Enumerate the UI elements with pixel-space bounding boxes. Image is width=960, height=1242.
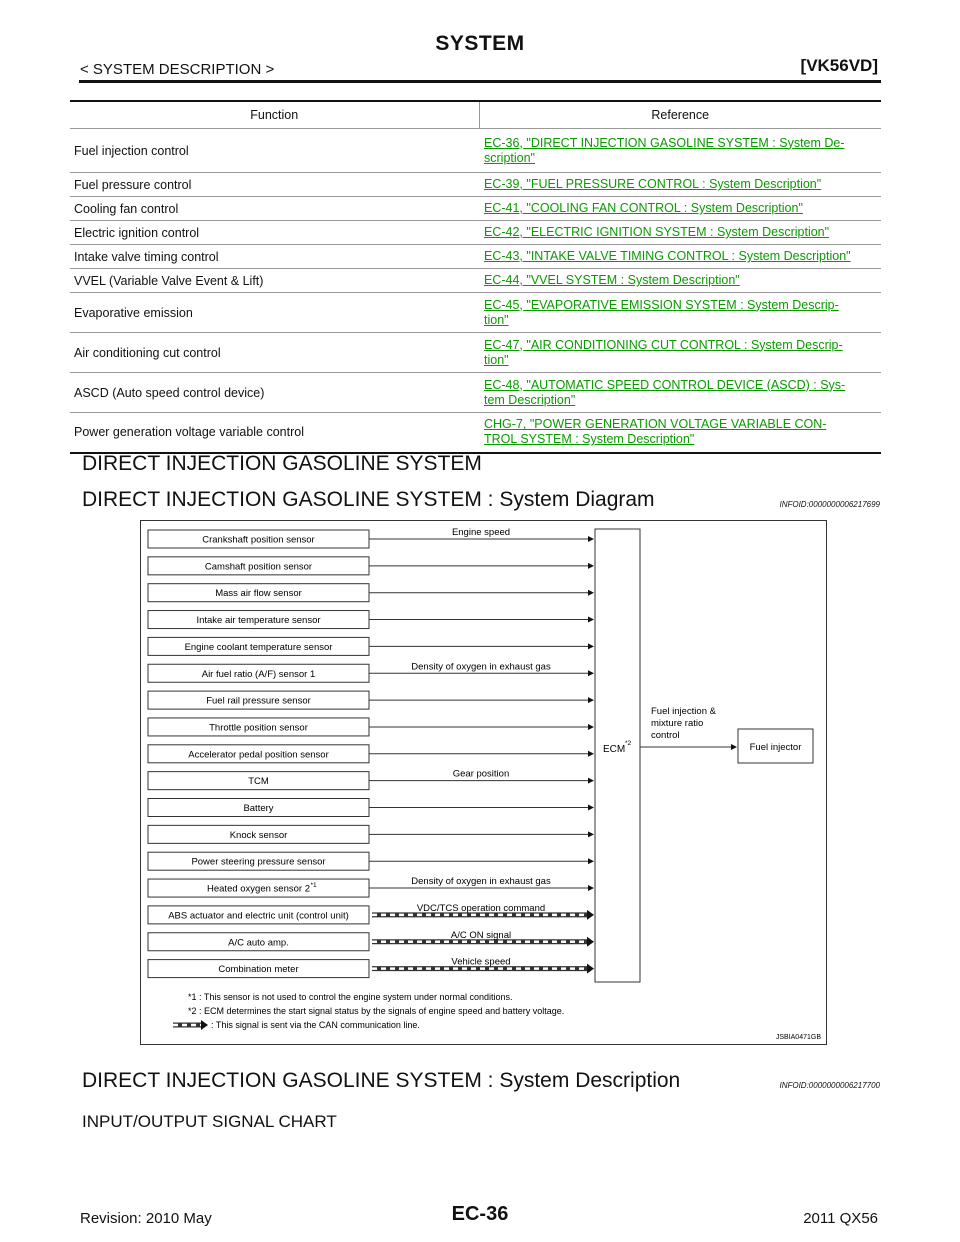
arrow-head — [731, 744, 737, 750]
signal-label: VDC/TCS operation command — [416, 902, 546, 914]
subsection-heading-description: DIRECT INJECTION GASOLINE SYSTEM : System Description — [82, 1069, 681, 1092]
section-heading: DIRECT INJECTION GASOLINE SYSTEM — [82, 452, 482, 475]
function-cell: Fuel injection control — [70, 129, 479, 173]
footnote-can: : This signal is sent via the CAN communication line. — [211, 1020, 420, 1030]
arrow-head — [588, 751, 594, 757]
function-cell: Evaporative emission — [70, 293, 479, 333]
sensor-label: Knock sensor — [229, 829, 288, 841]
sensor-label: Combination meter — [218, 964, 299, 976]
arrow-head — [588, 724, 594, 730]
info-id: INFOID:0000000006217700 — [779, 1081, 880, 1090]
sensor-label: Fuel rail pressure sensor — [206, 695, 311, 707]
breadcrumb: < SYSTEM DESCRIPTION > — [80, 61, 275, 78]
sensor-label: Accelerator pedal position sensor — [188, 749, 329, 761]
table-row — [70, 173, 881, 197]
reference-link[interactable]: EC-42, "ELECTRIC IGNITION SYSTEM : System Description" — [484, 225, 830, 239]
reference-cell — [479, 269, 881, 293]
header-rule — [79, 80, 881, 83]
chart-heading: INPUT/OUTPUT SIGNAL CHART — [82, 1112, 337, 1131]
function-cell: Air conditioning cut control — [70, 333, 479, 373]
fuel-injector-label: Fuel injector — [749, 742, 802, 753]
footnote-2: *2 : ECM determines the start signal status by the signals of engine speed and battery voltage. — [188, 1006, 565, 1016]
arrow-head — [588, 831, 594, 837]
reference-cell — [479, 373, 881, 413]
table-header-row — [70, 101, 881, 129]
reference-cell — [479, 293, 881, 333]
table-row — [70, 293, 881, 333]
arrow-head — [588, 858, 594, 864]
page-title: SYSTEM — [435, 32, 525, 55]
arrow-head — [588, 805, 594, 811]
arrow-head — [588, 697, 594, 703]
arrow-head — [588, 778, 594, 784]
reference-link[interactable]: tem Description" — [484, 392, 576, 407]
arrow-head — [588, 590, 594, 596]
reference-cell — [479, 129, 881, 173]
page-number: EC-36 — [451, 1203, 509, 1225]
signal-label: Density of oxygen in exhaust gas — [411, 661, 551, 673]
arrow-head — [588, 563, 594, 569]
reference-cell — [479, 413, 881, 453]
function-cell: Power generation voltage variable control — [70, 413, 479, 453]
output-signal-label: control — [651, 730, 680, 741]
sensor-label: Crankshaft position sensor — [202, 534, 315, 546]
figure-code: JSBIA0471GB — [775, 1034, 821, 1041]
sensor-label: Mass air flow sensor — [215, 588, 302, 600]
sensor-label: TCM — [248, 776, 269, 788]
model-code: [VK56VD] — [800, 56, 878, 75]
reference-link[interactable]: tion" — [484, 312, 509, 327]
table-row — [70, 197, 881, 221]
signal-label: Density of oxygen in exhaust gas — [411, 876, 551, 888]
reference-link[interactable]: scription" — [484, 150, 535, 165]
table-row — [70, 373, 881, 413]
output-signal-label: Fuel injection & — [651, 706, 716, 717]
sensor-label: Throttle position sensor — [209, 722, 308, 734]
arrow-head — [588, 643, 594, 649]
reference-link[interactable]: EC-43, "INTAKE VALVE TIMING CONTROL : System Description" — [484, 249, 851, 263]
sensor-label: Intake air temperature sensor — [196, 615, 321, 627]
function-cell: Electric ignition control — [70, 221, 479, 245]
reference-link[interactable]: EC-36, "DIRECT INJECTION GASOLINE SYSTEM : System De- — [484, 135, 845, 150]
arrow-head — [588, 885, 594, 891]
arrow-head — [587, 964, 594, 974]
reference-link[interactable]: TROL SYSTEM : System Description" — [484, 432, 695, 447]
arrow-head — [588, 536, 594, 542]
reference-link[interactable]: EC-48, "AUTOMATIC SPEED CONTROL DEVICE (ASCD) : Sys- — [484, 377, 846, 392]
table-row — [70, 269, 881, 293]
sensor-label: A/C auto amp. — [228, 937, 289, 949]
arrow-head — [587, 910, 594, 920]
sensor-label: ABS actuator and electric unit (control unit) — [168, 910, 349, 922]
reference-table — [70, 100, 881, 454]
info-id: INFOID:0000000006217699 — [779, 500, 880, 509]
footer-model: 2011 QX56 — [803, 1210, 878, 1227]
reference-link[interactable]: EC-41, "COOLING FAN CONTROL : System Description" — [484, 201, 803, 215]
reference-link[interactable]: EC-47, "AIR CONDITIONING CUT CONTROL : System Descrip- — [484, 337, 843, 352]
reference-link[interactable]: tion" — [484, 352, 509, 367]
reference-link[interactable]: EC-39, "FUEL PRESSURE CONTROL : System Description" — [484, 177, 822, 191]
signal-label: A/C ON signal — [450, 929, 512, 941]
function-cell: Fuel pressure control — [70, 173, 479, 197]
ecm-box — [595, 529, 640, 982]
table-row — [70, 333, 881, 373]
footer-revision: Revision: 2010 May — [80, 1210, 212, 1227]
sensor-label: Air fuel ratio (A/F) sensor 1 — [201, 668, 316, 680]
function-cell: VVEL (Variable Valve Event & Lift) — [70, 269, 479, 293]
reference-link[interactable]: EC-44, "VVEL SYSTEM : System Description" — [484, 273, 740, 287]
signal-label: Vehicle speed — [451, 956, 511, 968]
reference-cell — [479, 245, 881, 269]
signal-label: Gear position — [452, 768, 510, 780]
sensor-label: Power steering pressure sensor — [191, 856, 326, 868]
signal-label: Engine speed — [451, 527, 511, 538]
sensor-label: Engine coolant temperature sensor — [184, 641, 333, 653]
function-cell: ASCD (Auto speed control device) — [70, 373, 479, 413]
table-row — [70, 245, 881, 269]
reference-link[interactable]: CHG-7, "POWER GENERATION VOLTAGE VARIABLE CON- — [484, 417, 827, 432]
table-row — [70, 413, 881, 453]
footnote-1: *1 : This sensor is not used to control the engine system under normal conditions. — [188, 992, 513, 1002]
reference-cell — [479, 333, 881, 373]
arrow-head — [587, 937, 594, 947]
ecm-label: ECM — [603, 744, 626, 755]
header-function: Function — [70, 101, 479, 129]
function-cell: Intake valve timing control — [70, 245, 479, 269]
header-reference: Reference — [479, 101, 881, 129]
reference-cell — [479, 173, 881, 197]
sensor-footnote-mark: *1 — [310, 882, 317, 890]
arrow-head — [588, 617, 594, 623]
sensor-label: Camshaft position sensor — [204, 561, 313, 573]
system-diagram — [140, 520, 827, 1045]
table-row — [70, 221, 881, 245]
reference-cell — [479, 221, 881, 245]
reference-link[interactable]: EC-45, "EVAPORATIVE EMISSION SYSTEM : System Descrip- — [484, 297, 839, 312]
reference-cell — [479, 197, 881, 221]
arrow-head — [588, 670, 594, 676]
function-cell: Cooling fan control — [70, 197, 479, 221]
table-row — [70, 129, 881, 173]
output-signal-label: mixture ratio — [651, 718, 704, 729]
arrow-head — [201, 1020, 208, 1030]
subsection-heading-diagram: DIRECT INJECTION GASOLINE SYSTEM : System Diagram — [82, 488, 655, 511]
sensor-label: Heated oxygen sensor 2 — [207, 883, 310, 895]
sensor-label: Battery — [243, 803, 274, 814]
ecm-footnote-mark: *2 — [625, 740, 632, 747]
